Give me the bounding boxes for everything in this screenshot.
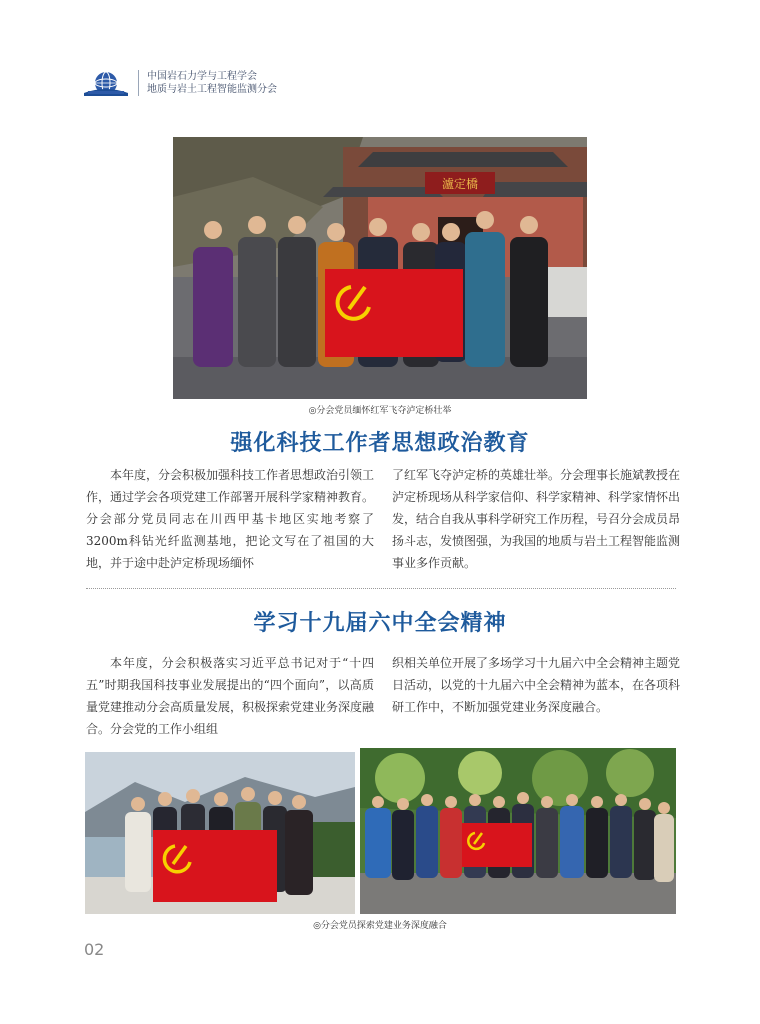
section1-title: 强化科技工作者思想政治教育 xyxy=(230,431,530,456)
party-flag xyxy=(325,269,463,357)
page-header xyxy=(82,68,277,98)
org-name-line1: 中国岩石力学与工程学会 xyxy=(147,71,257,82)
bottom-right-photo xyxy=(360,748,676,914)
section2-title: 学习十九届六中全会精神 xyxy=(253,611,507,636)
top-photo-caption: ◎分会党员缅怀红军飞夺泸定桥壮举 xyxy=(308,406,452,416)
org-name-line2: 地质与岩土工程智能监测分会 xyxy=(147,84,277,95)
party-flag xyxy=(153,830,277,902)
section2-paragraph-left: 本年度，分会积极落实习近平总书记对于“十四五”时期我国科技事业发展提出的“四个面向”，以高质量党建推动分会高质量发展，积极探索党建业务深度融合。分会党的工作小组组 xyxy=(86,656,375,736)
header-divider xyxy=(138,70,139,96)
party-flag xyxy=(462,823,532,867)
top-photo xyxy=(173,137,587,399)
bottom-left-photo xyxy=(85,752,355,914)
bottom-photo-caption: ◎分会党员探索党建业务深度融合 xyxy=(313,921,447,931)
org-name xyxy=(147,70,277,96)
section2-col-left xyxy=(86,652,374,740)
section1-col-left xyxy=(86,464,374,574)
section2-col-right xyxy=(392,652,680,718)
section-divider xyxy=(86,588,676,589)
section1-paragraph-right: 了红军飞夺泸定桥的英雄壮举。分会理事长施斌教授在泸定桥现场从科学家信仰、科学家精神、科学家情怀出发，结合自我从事科学研究工作历程，号召分会成员昂扬斗志，发愤图强，为我国的地质与岩土工程智能监测事业多作贡献。 xyxy=(392,468,681,570)
section1-col-right xyxy=(392,464,680,574)
sign-text: 瀘定橋 xyxy=(441,177,479,191)
page-number: 02 xyxy=(84,940,105,959)
section1-paragraph-left: 本年度，分会积极加强科技工作者思想政治引领工作，通过学会各项党建工作部署开展科学家精神教育。分会部分党员同志在川西甲基卡地区实地考察了3200m科钻光纤监测基地，把论文写在了祖国的大地，并于途中赴泸定桥现场缅怀 xyxy=(86,468,375,570)
globe-logo-icon xyxy=(82,69,130,97)
section2-paragraph-right: 织相关单位开展了多场学习十九届六中全会精神主题党日活动，以党的十九届六中全会精神为蓝本，在各项科研工作中，不断加强党建业务深度融合。 xyxy=(392,656,681,714)
